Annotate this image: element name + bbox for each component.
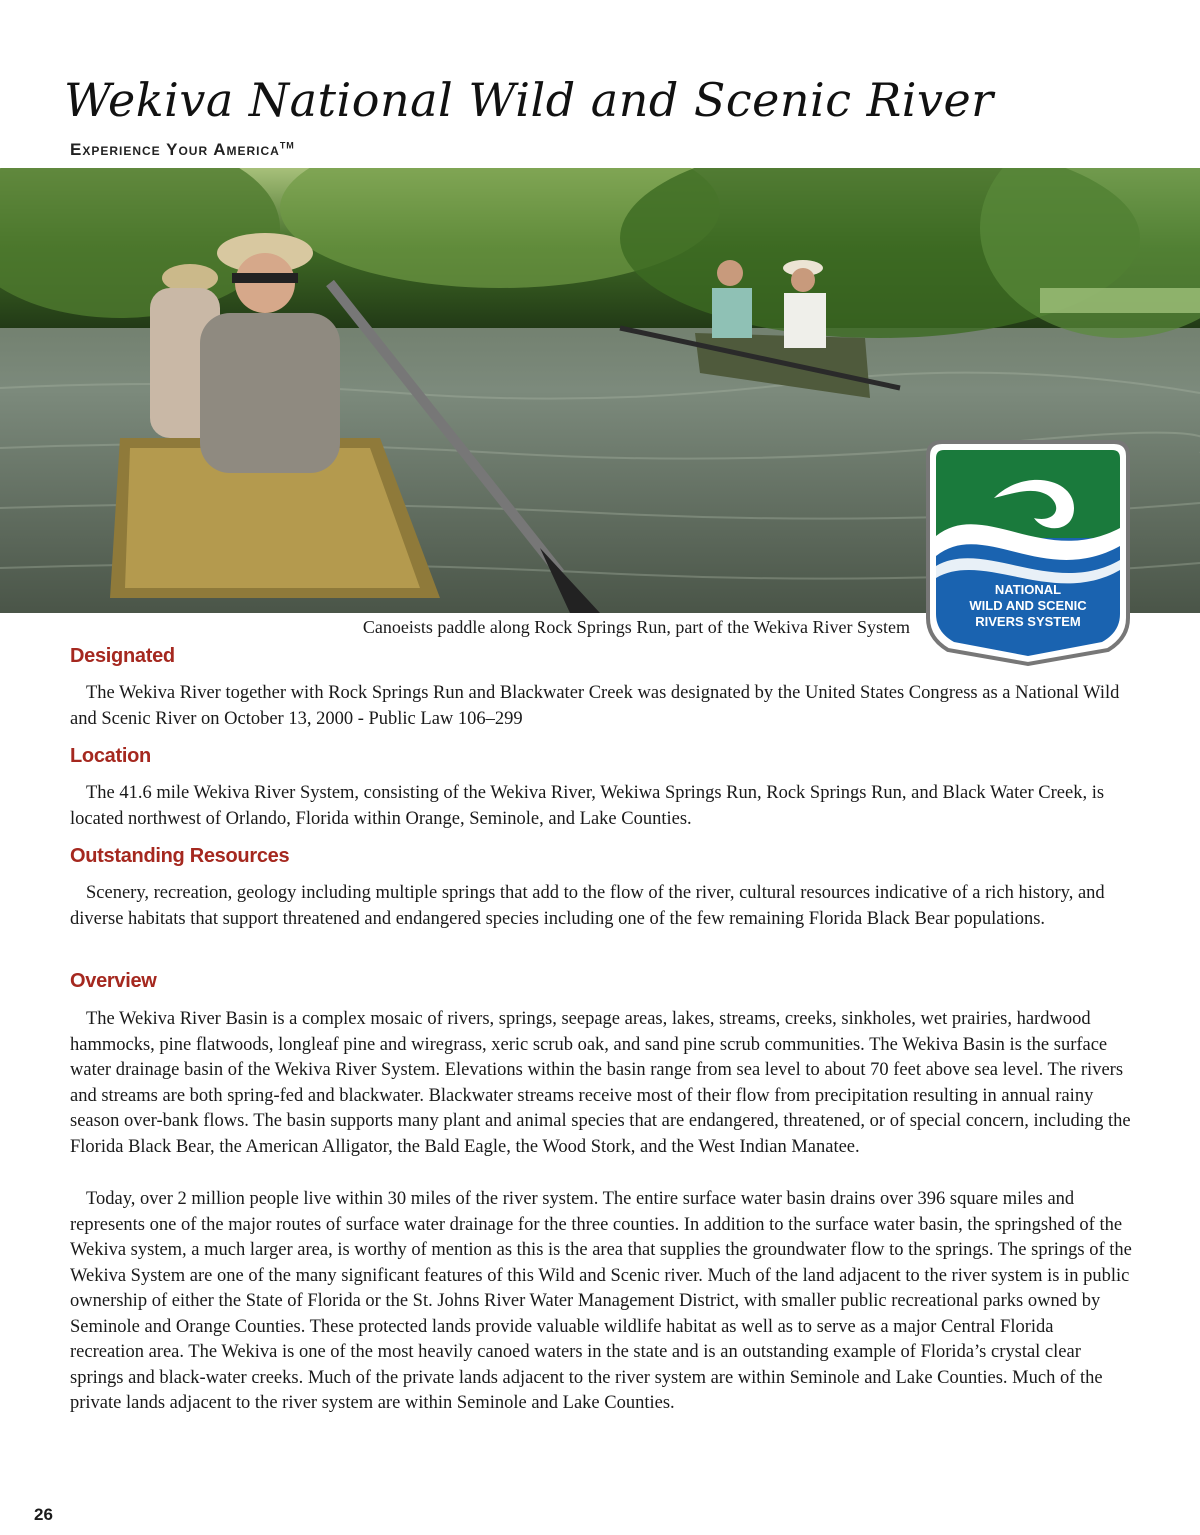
trademark-mark: TM	[279, 140, 295, 151]
logo-line-1: NATIONAL	[994, 582, 1062, 597]
logo-line-3: RIVERS SYSTEM	[975, 614, 1081, 629]
logo-line-2: WILD AND SCENIC	[969, 598, 1087, 613]
tagline-text: Experience Your America	[70, 140, 280, 159]
resources-heading: Outstanding Resources	[70, 845, 290, 867]
overview-paragraph-1: The Wekiva River Basin is a complex mosaic of rivers, springs, seepage areas, lakes, streams, creeks, sinkholes, wet prairies, hardwood hammocks, pine flatwoods, longleaf pine and wiregrass, xeric scrub oak, and sand pine scrub communities. The Wekiva Basin is the surface water drainage basin of the Wekiva River System. Elevations within the basin range from sea level to about 70 feet above sea level. The rivers and streams are both spring-fed and blackwater. Blackwater streams receive most of their flow from precipitation resulting in annual rainy season over-bank flows. The basin supports many plant and animal species that are endangered, threatened, or of special concern, including the Florida Black Bear, the American Alligator, the Bald Eagle, the Wood Stork, and the West Indian Manatee.	[70, 1009, 1131, 1157]
page-title: Wekiva National Wild and Scenic River	[64, 73, 994, 127]
photo-caption: Canoeists paddle along Rock Springs Run, part of the Wekiva River System	[362, 617, 910, 637]
designated-text: The Wekiva River together with Rock Springs Run and Blackwater Creek was designated by the United States Congress as a National Wild and Scenic River on October 13, 2000 - Public Law 106–299	[70, 683, 1120, 729]
designated-heading: Designated	[70, 645, 175, 667]
overview-paragraph-2: Today, over 2 million people live within 30 miles of the river system. The entire surface water basin drains over 396 square miles and represents one of the major routes of surface water drainage for the three counties. In addition to the surface water basin, the springshed of the Wekiva system, a much larger area, is worthy of mention as this is the area that supplies the groundwater flow to the springs. The springs of the Wekiva System are one of the many significant features of this Wild and Scenic river. Much of the land adjacent to the river system is in public ownership of either the State of Florida or the St. Johns River Water Management District, with smaller public recreational parks owned by Seminole and Orange Counties. These protected lands provide valuable wildlife habitat as well as to serve as a major Central Florida recreation area. The Wekiva is one of the most heavily canoed waters in the state and is an outstanding example of Florida’s crystal clear springs and black-water creeks. Much of the private lands adjacent to the river system are within Seminole and Lake Counties. Much of the private lands adjacent to the river system are within Seminole and Lake Counties.	[70, 1189, 1132, 1413]
page-number: 26	[34, 1505, 53, 1524]
location-heading: Location	[70, 745, 151, 767]
location-text: The 41.6 mile Wekiva River System, consisting of the Wekiva River, Wekiwa Springs Run, Rock Springs Run, and Black Water Creek, is located northwest of Orlando, Florida within Orange, Seminole, and Lake Counties.	[70, 783, 1105, 829]
resources-text: Scenery, recreation, geology including multiple springs that add to the flow of the river, cultural resources indicative of a rich history, and diverse habitats that support threatened and endangered species including one of the few remaining Florida Black Bear populations.	[70, 883, 1105, 929]
tagline	[70, 140, 295, 160]
wild-scenic-rivers-logo	[924, 438, 1132, 668]
overview-heading: Overview	[70, 970, 157, 992]
